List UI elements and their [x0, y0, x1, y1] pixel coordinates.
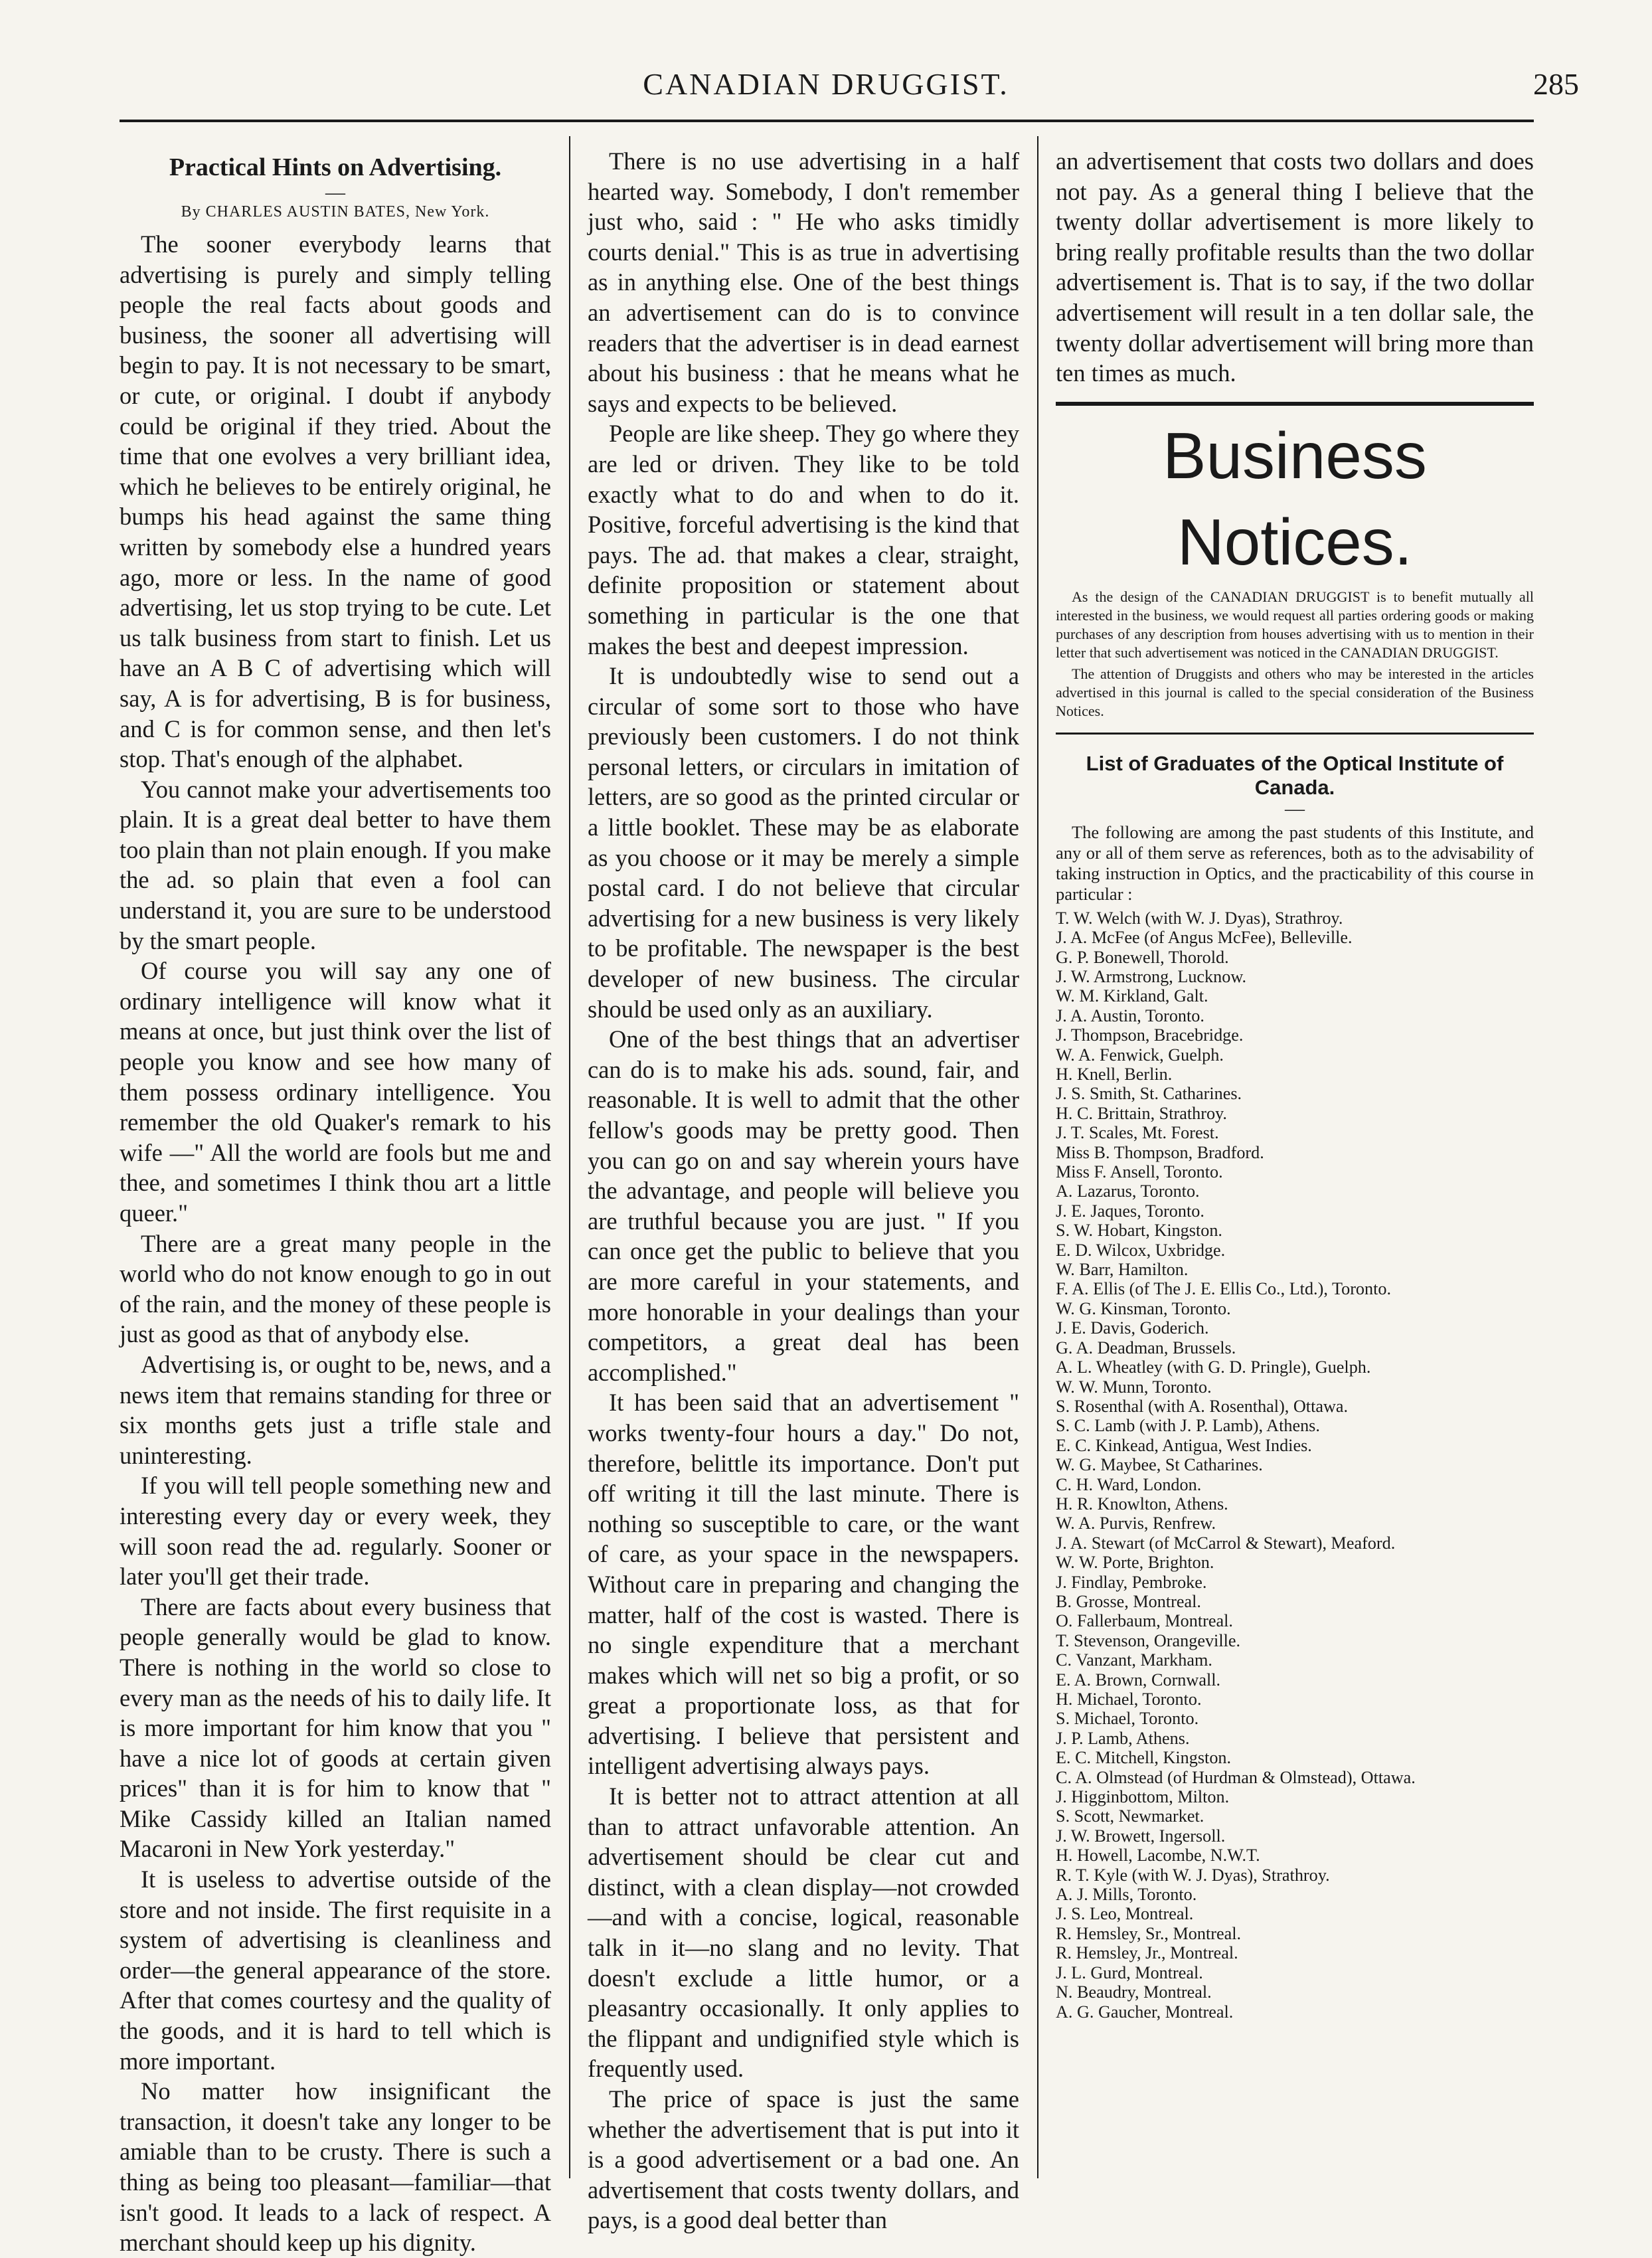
graduate-entry: S. W. Hobart, Kingston.: [1056, 1221, 1222, 1241]
graduate-entry: W. A. Purvis, Renfrew.: [1056, 1514, 1216, 1533]
graduate-entry: E. C. Kinkead, Antigua, West Indies.: [1056, 1435, 1312, 1455]
graduate-entry: H. Knell, Berlin.: [1056, 1065, 1173, 1084]
running-head: CANADIAN DRUGGIST.: [643, 67, 1009, 101]
graduate-entry: S. Michael, Toronto.: [1056, 1709, 1199, 1729]
notices-intro: As the design of the CANADIAN DRUGGIST is to benefit mutually all interested in the business, we would request all parties ordering goods or making purchases of any description from houses advertising with us to mention in their letter that such advertisement was noticed in the CANADIAN DRUGGIST.: [1056, 588, 1534, 661]
article-paragraph: Advertising is, or ought to be, news, and a news item that remains standing for three or six months gets just a trifle stale and uninteresting.: [120, 1350, 551, 1469]
graduate-entry: B. Grosse, Montreal.: [1056, 1591, 1201, 1611]
graduate-entry: Miss B. Thompson, Bradford.: [1056, 1142, 1264, 1162]
graduate-entry: F. A. Ellis (of The J. E. Ellis Co., Ltd.), Toronto.: [1056, 1279, 1392, 1299]
graduate-entry: N. Beaudry, Montreal.: [1056, 1982, 1212, 2002]
article-paragraph: It has been said that an advertisement " works twenty-four hours a day." Do not, therefore, belittle its importance. Don't put off writing it till the last minute. There is nothing so susceptible to care, or the want of care, as your space in the newspapers. Without care in preparing and changing the matter, half of the cost is wasted. There is no single expenditure that a merchant makes which will net so big a profit, or so great a proportionate loss, as that for advertising. I believe that persistent and intelligent advertising always pays.: [588, 1389, 1019, 1780]
business-notices-heading: Business Notices.: [1163, 418, 1427, 578]
article-continuation: an advertisement that costs two dollars and does not pay. As a general thing I believe that the twenty dollar advertisement is more likely to bring really profitable results than the two dollar advertisement is. That is to say, if the two dollar advertisement will result in a ten dollar sale, the twenty dollar advertisement will bring more than ten times as much.: [1056, 147, 1534, 387]
graduate-entry: G. P. Bonewell, Thorold.: [1056, 947, 1229, 967]
graduate-entry: J. Thompson, Bracebridge.: [1056, 1025, 1244, 1045]
article-paragraph: One of the best things that an advertiser can do is to make his ads. sound, fair, and reasonable. It is well to admit that the other fellow's goods may be pretty good. Then you can go on and say wherein yours have the advantage, and people will believe you are truthful because you are just. " If you can once get the public to believe that you are more careful in your statements, and more honorable in your dealings than your competitors, a great deal has been accomplished.": [588, 1025, 1019, 1386]
graduate-entry: C. Vanzant, Markham.: [1056, 1650, 1212, 1670]
column-left: [120, 146, 551, 2258]
graduate-entry: E. D. Wilcox, Uxbridge.: [1056, 1240, 1226, 1260]
notices-intro: The attention of Druggists and others who may be interested in the articles advertised in this journal is called to the special consideration of the Business Notices.: [1056, 665, 1534, 719]
article-paragraph: It is useless to advertise outside of the store and not inside. The first requisite in a system of advertising is cleanliness and order—the general appearance of the store. After that comes courtesy and the quality of the goods, and it is hard to tell which is more important.: [120, 1866, 551, 2075]
header-rule: [120, 120, 1534, 122]
graduate-entry: C. H. Ward, London.: [1056, 1474, 1202, 1494]
title-dash: —: [325, 181, 345, 203]
column-rule: [1037, 136, 1038, 2178]
notices-bottom-rule: [1056, 733, 1534, 735]
graduate-entry: G. A. Deadman, Brussels.: [1056, 1338, 1236, 1357]
article-paragraph: The sooner everybody learns that advertising is purely and simply telling people the real facts about goods and business, the sooner all advertising will begin to pay. It is not necessary to be smart, or cute, or original. I doubt if anybody could be original if they tried. About the time that one evolves a very brilliant idea, which he believes to be entirely original, he bumps his head against the same thing written by somebody else a hundred years ago, more or less. In the name of good advertising, let us stop trying to be cute. Let us talk business from start to finish. Let us have an A B C of advertising which will say, A is for advertising, B is for business, and C is for common sense, and then let's stop. That's enough of the alphabet.: [120, 230, 551, 773]
article-paragraph: If you will tell people something new and interesting every day or every week, they will soon read the ad. regularly. Sooner or later you'll get their trade.: [120, 1472, 551, 1591]
graduate-entry: J. P. Lamb, Athens.: [1056, 1728, 1190, 1748]
article-paragraph: Of course you will say any one of ordinary intelligence will know what it means at once, but just think over the list of people you know and see how many of them possess ordinary intelligence. You remember the old Quaker's remark to his wife —" All the world are fools but me and thee, and sometimes I think thou art a little queer.": [120, 957, 551, 1227]
graduate-entry: S. Rosenthal (with A. Rosenthal), Ottawa.: [1056, 1396, 1349, 1416]
article-paragraph: You cannot make your advertisements too plain. It is a great deal better to have them too plain than not plain enough. If you make the ad. so plain that even a fool can understand it, you are sure to be understood by the smart people.: [120, 775, 551, 954]
graduate-entry: C. A. Olmstead (of Hurdman & Olmstead), Ottawa.: [1056, 1767, 1416, 1787]
graduate-entry: J. A. Stewart (of McCarrol & Stewart), Meaford.: [1056, 1533, 1396, 1553]
graduate-entry: T. W. Welch (with W. J. Dyas), Strathroy.: [1056, 908, 1343, 928]
article-paragraph: There are facts about every business that people generally would be glad to know. There is nothing in the world so close to every man as the needs of his to daily life. It is more important for him know that you " have a nice lot of goods at certain given prices" than it is for him to know that " Mike Cassidy killed an Italian named Macaroni in New York yesterday.": [120, 1593, 551, 1863]
graduate-entry: Miss F. Ansell, Toronto.: [1056, 1162, 1223, 1182]
graduate-entry: J. E. Jaques, Toronto.: [1056, 1201, 1204, 1221]
graduate-entry: W. A. Fenwick, Guelph.: [1056, 1045, 1224, 1065]
graduate-entry: A. Lazarus, Toronto.: [1056, 1181, 1200, 1201]
graduate-entry: W. G. Kinsman, Toronto.: [1056, 1298, 1231, 1318]
article-paragraph: People are like sheep. They go where they are led or driven. They like to be told exactly what to do and when to do it. Positive, forceful advertising is the kind that pays. The ad. that makes a clear, straight, definite proposition or statement about something in particular is the one that makes the best and deepest impression.: [588, 420, 1019, 659]
graduate-entry: S. Scott, Newmarket.: [1056, 1806, 1204, 1826]
graduate-entry: J. W. Armstrong, Lucknow.: [1056, 966, 1247, 986]
article-paragraph: The price of space is just the same whether the advertisement that is put into it is a good advertisement or a bad one. An advertisement that costs twenty dollars, and pays, is a good deal better than: [588, 2085, 1019, 2234]
graduates-list-title: List of Graduates of the Optical Institute of Canada.: [1086, 751, 1504, 799]
graduate-entry: T. Stevenson, Orangeville.: [1056, 1630, 1241, 1650]
graduate-entry: R. Hemsley, Jr., Montreal.: [1056, 1943, 1238, 1963]
graduate-entry: J. A. McFee (of Angus McFee), Belleville.: [1056, 928, 1353, 948]
graduate-entry: J. L. Gurd, Montreal.: [1056, 1962, 1203, 1982]
list-dash: —: [1285, 797, 1305, 820]
graduate-entry: J. Higginbottom, Milton.: [1056, 1787, 1230, 1807]
graduate-entry: H. Michael, Toronto.: [1056, 1690, 1202, 1709]
column-rule: [569, 136, 570, 2178]
graduate-entry: J. W. Browett, Ingersoll.: [1056, 1826, 1226, 1846]
page-number: 285: [1533, 67, 1579, 101]
graduate-entry: W. M. Kirkland, Galt.: [1056, 986, 1208, 1006]
graduates-list: [1056, 909, 1534, 2022]
graduate-entry: H. C. Brittain, Strathroy.: [1056, 1103, 1227, 1123]
article-title: Practical Hints on Advertising.: [169, 153, 502, 181]
article-paragraph: It is undoubtedly wise to send out a circular of some sort to those who have previously been customers. I do not think personal letters, or circulars in imitation of letters, are so good as the printed circular or a little booklet. These may be as elaborate as you choose or it may be merely a simple postal card. I do not believe that circular advertising for a new business is very likely to be profitable. The newspaper is the best developer of new business. The circular should be used only as an auxiliary.: [588, 662, 1019, 1023]
graduate-entry: R. T. Kyle (with W. J. Dyas), Strathroy.: [1056, 1865, 1330, 1885]
graduate-entry: A. L. Wheatley (with G. D. Pringle), Guelph.: [1056, 1357, 1371, 1377]
graduate-entry: J. E. Davis, Goderich.: [1056, 1318, 1209, 1338]
graduate-entry: E. A. Brown, Cornwall.: [1056, 1670, 1221, 1690]
graduate-entry: A. G. Gaucher, Montreal.: [1056, 2002, 1234, 2022]
graduate-entry: W. Barr, Hamilton.: [1056, 1260, 1189, 1280]
article-byline: By CHARLES AUSTIN BATES, New York.: [181, 203, 490, 220]
notices-top-rule: [1056, 402, 1534, 406]
graduate-entry: R. Hemsley, Sr., Montreal.: [1056, 1923, 1242, 1943]
page-header: [0, 0, 1652, 126]
article-paragraph: There is no use advertising in a half hearted way. Somebody, I don't remember just who, said : " He who asks timidly courts denial." This is as true in advertising as in anything else. One of the best things an advertisement can do is to convince readers that the advertiser is in dead earnest about his business : that he means what he says and expects to be believed.: [588, 147, 1019, 417]
article-paragraph: There are a great many people in the world who do not know enough to go in out of the rain, and the money of these people is just as good as that of anybody else.: [120, 1229, 551, 1348]
article-paragraph: It is better not to attract attention at all than to attract unfavorable attention. An advertisement should be clear cut and distinct, with a clean display—not crowded —and with a concise, logical, reasonable talk in it—no slang and no levity. That doesn't exclude a little humor, or a pleasantry occasionally. It only applies to the flippant and undignified style which is frequently used.: [588, 1782, 1019, 2083]
graduate-entry: W. W. Porte, Brighton.: [1056, 1553, 1214, 1573]
graduate-entry: W. G. Maybee, St Catharines.: [1056, 1455, 1263, 1475]
graduate-entry: J. A. Austin, Toronto.: [1056, 1005, 1204, 1025]
graduates-intro: The following are among the past students of this Institute, and any or all of them serve as references, both as to the advisability of taking instruction in Optics, and the practicability of this course in particular :: [1056, 822, 1534, 904]
graduate-entry: H. R. Knowlton, Athens.: [1056, 1494, 1228, 1514]
graduate-entry: A. J. Mills, Toronto.: [1056, 1885, 1197, 1905]
column-middle: [588, 146, 1019, 2235]
graduate-entry: O. Fallerbaum, Montreal.: [1056, 1611, 1233, 1631]
graduate-entry: H. Howell, Lacombe, N.W.T.: [1056, 1846, 1260, 1866]
graduate-entry: W. W. Munn, Toronto.: [1056, 1377, 1212, 1397]
column-right: [1056, 146, 1534, 2022]
graduate-entry: J. S. Smith, St. Catharines.: [1056, 1084, 1242, 1104]
graduate-entry: J. S. Leo, Montreal.: [1056, 1904, 1194, 1924]
graduate-entry: J. Findlay, Pembroke.: [1056, 1572, 1207, 1592]
article-paragraph: No matter how insignificant the transaction, it doesn't take any longer to be amiable than to be crusty. There is such a thing as being too pleasant—familiar—that isn't good. It leads to a lack of respect. A merchant should keep up his dignity.: [120, 2077, 551, 2257]
graduate-entry: E. C. Mitchell, Kingston.: [1056, 1748, 1232, 1768]
graduate-entry: S. C. Lamb (with J. P. Lamb), Athens.: [1056, 1416, 1320, 1436]
graduate-entry: J. T. Scales, Mt. Forest.: [1056, 1123, 1219, 1143]
